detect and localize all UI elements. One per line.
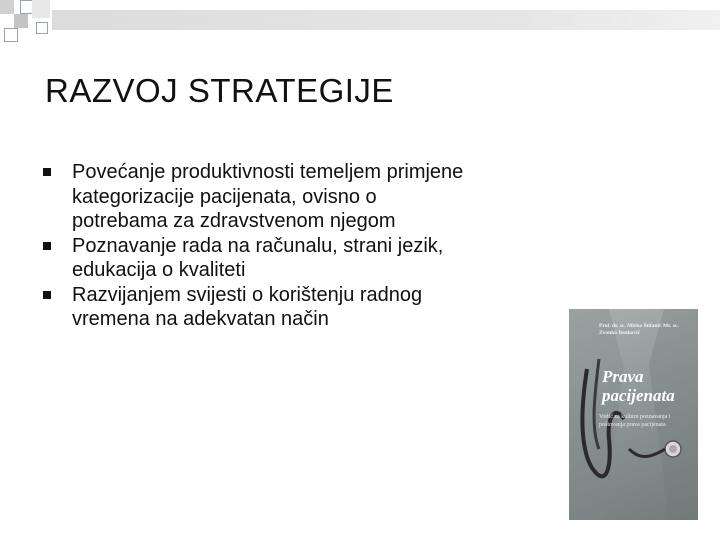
book-title: Prava pacijenata xyxy=(602,367,675,405)
bullet-item xyxy=(43,160,473,234)
slide-title: RAZVOJ STRATEGIJE xyxy=(45,72,394,109)
book-authors: Prof. dr. sc. Mirko Štifanić Mr. sc. Zvonko Benković xyxy=(599,323,679,336)
deco-square-outline xyxy=(36,22,48,34)
header-decoration xyxy=(0,0,720,50)
square-bullet-icon xyxy=(43,242,51,250)
deco-square xyxy=(14,14,28,28)
bullet-item xyxy=(43,234,473,283)
bullet-text: Povećanje produktivnosti temeljem primjene kategorizacije pacijenata, ovisno o potrebama za zdravstvenom njegom xyxy=(72,161,464,232)
header-rule xyxy=(52,10,720,30)
bullet-text: Razvijanjem svijesti o korištenju radnog vremena na adekvatan način xyxy=(72,283,423,330)
bullet-text: Poznavanje rada na računalu, strani jezik, edukacija o kvaliteti xyxy=(72,234,444,281)
deco-square xyxy=(0,0,14,14)
deco-square-outline xyxy=(4,28,18,42)
square-bullet-icon xyxy=(43,168,51,176)
bullet-item xyxy=(43,283,473,332)
bullet-list xyxy=(43,160,473,332)
square-bullet-icon xyxy=(43,291,51,299)
deco-square xyxy=(32,0,50,18)
book-cover-image xyxy=(569,309,698,520)
book-subtitle: Vodič za kulturu poznavanja i poštovanja prava pacijenata xyxy=(599,414,671,428)
